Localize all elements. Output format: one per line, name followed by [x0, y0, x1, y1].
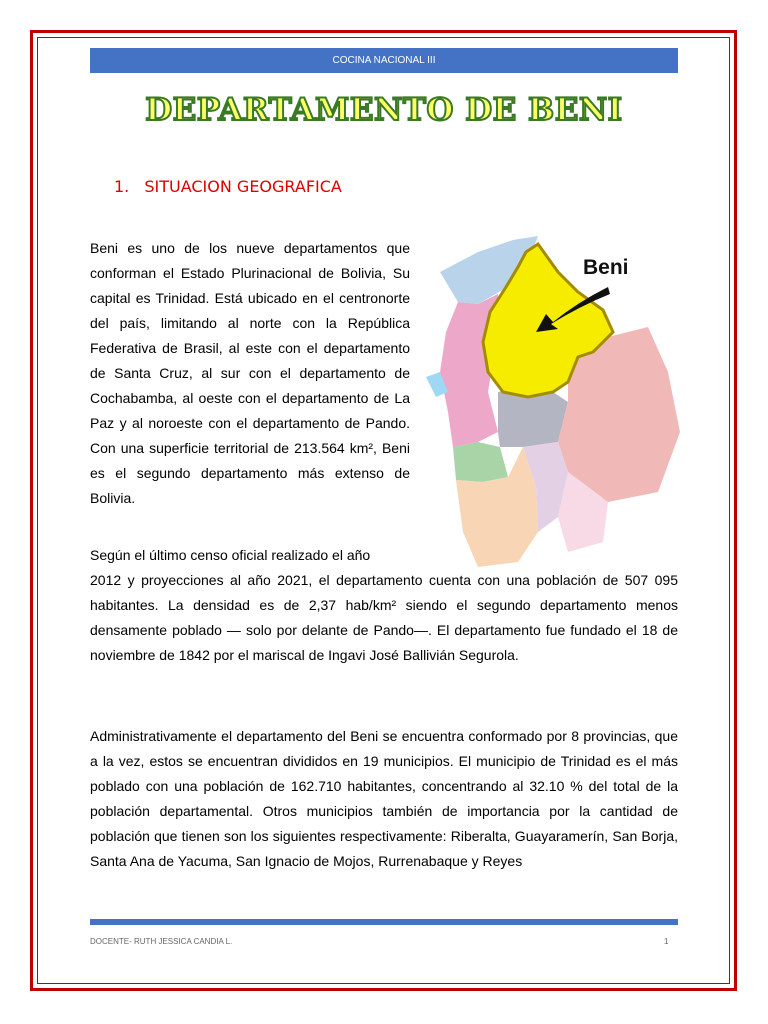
map-region-oruro — [453, 442, 508, 482]
paragraph-population — [90, 543, 678, 668]
footer-author: DOCENTE- RUTH JESSICA CANDIA L. — [90, 937, 233, 946]
paragraph-administration: Administrativamente el departamento del Beni se encuentra conformado por 8 provincias, que a la vez, estos se encuentran divididos en 19 municipios. El municipio de Trinidad es el más poblado con una población de 162.710 habitantes, concentrando al 32.10 % del total de la población departamental. Otros municipios también de importancia por la cantidad de población que tienen son los siguientes respectivamente: Riberalta, Guayaramerín, San Borja, Santa Ana de Yacuma, San Ignacio de Mojos, Rurrenabaque y Reyes — [90, 728, 678, 869]
header-text: COCINA NACIONAL III — [332, 55, 436, 66]
section-heading-text: SITUACION GEOGRAFICA — [144, 177, 342, 196]
section-heading — [114, 177, 342, 196]
paragraph-location: Beni es uno de los nueve departamentos que conforman el Estado Plurinacional de Bolivia, Su capital es Trinidad. Está ubicado en el centronorte del país, limitando al norte con la República Federativa de Brasil, al este con el departamento de Santa Cruz, al sur con el departamento de Cochabamba, al oeste con el departamento de La Paz y al noroeste con el departamento de Pando. Con una superficie territorial de 213.564 km², Beni es el segundo departamento más extenso de Bolivia. — [90, 240, 410, 506]
page-number: 1 — [664, 937, 669, 946]
header-bar — [90, 48, 678, 73]
document-title: DEPARTAMENTO DE BENI — [145, 92, 623, 128]
footer-bar — [90, 919, 678, 925]
bolivia-map-image — [418, 232, 680, 572]
paragraph-population-rest: 2012 y proyecciones al año 2021, el departamento cuenta con una población de 507 095 habitantes. La densidad es de 2,37 hab/km² siendo el segundo departamento menos densamente poblado — solo por delante de Pando—. El departamento fue fundado el 18 de noviembre de 1842 por el mariscal de Ingavi José Ballivián Segurola. — [90, 572, 678, 663]
map-label-beni: Beni — [583, 256, 629, 279]
paragraph-population-line1: Según el último censo oficial realizado el año — [90, 547, 371, 563]
section-number: 1. — [114, 177, 130, 196]
